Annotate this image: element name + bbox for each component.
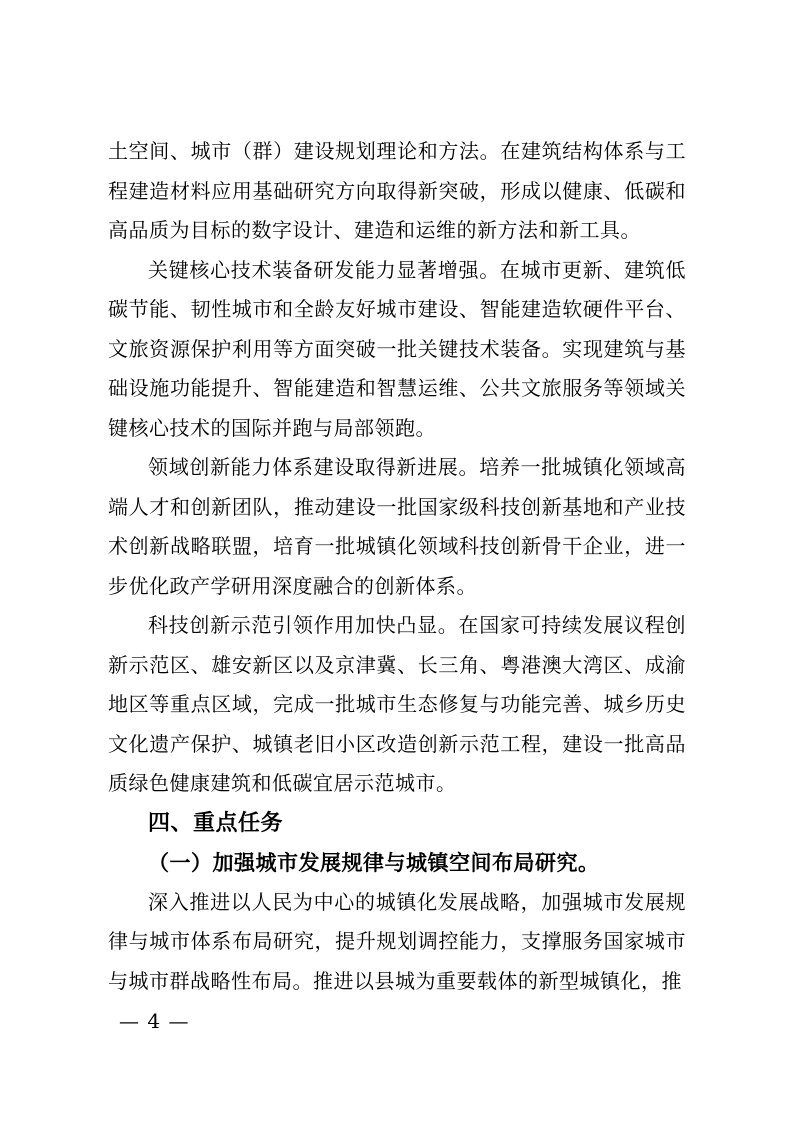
paragraph-3-line-2: 端人才和创新团队，推动建设一批国家级科技创新基地和产业技 (108, 494, 686, 519)
paragraph-2-line-3: 文旅资源保护利用等方面突破一批关键技术装备。实现建筑与基 (108, 336, 686, 361)
paragraph-1-line-3: 高品质为目标的数字设计、建造和运维的新方法和新工具。 (108, 218, 641, 242)
page-number: — 4 — (119, 1009, 190, 1033)
paragraph-4-line-4: 文化遗产保护、城镇老旧小区改造创新示范工程，建设一批高品 (108, 731, 686, 756)
paragraph-4-line-1: 科技创新示范引领作用加快凸显。在国家可持续发展议程创 (148, 613, 686, 637)
paragraph-5-line-3: 与城市群战略性布局。推进以县城为重要载体的新型城镇化，推 (108, 968, 682, 993)
paragraph-1-line-2: 程建造材料应用基础研究方向取得新突破，形成以健康、低碳和 (108, 178, 686, 203)
paragraph-4-line-2: 新示范区、雄安新区以及京津冀、长三角、粤港澳大湾区、成渝 (108, 652, 686, 677)
paragraph-2-line-1: 关键核心技术装备研发能力显著增强。在城市更新、建筑低 (148, 257, 686, 282)
paragraph-2-line-2: 碳节能、韧性城市和全龄友好城市建设、智能建造软硬件平台、 (108, 297, 686, 321)
paragraph-5-line-1: 深入推进以人民为中心的城镇化发展战略，加强城市发展规 (148, 889, 686, 914)
paragraph-4-line-3: 地区等重点区域，完成一批城市生态修复与功能完善、城乡历史 (108, 692, 686, 716)
subsection-heading-line-1: （一）加强城市发展规律与城镇空间布局研究。 (148, 850, 600, 875)
paragraph-1-line-1: 土空间、城市（群）建设规划理论和方法。在建筑结构体系与工 (108, 139, 686, 163)
section-heading-line-1: 四、重点任务 (148, 810, 284, 836)
paragraph-4-line-5: 质绿色健康建筑和低碳宜居示范城市。 (108, 771, 457, 795)
paragraph-3-line-1: 领域创新能力体系建设取得新进展。培养一批城镇化领域高 (148, 455, 686, 479)
paragraph-2-line-4: 础设施功能提升、智能建造和智慧运维、公共文旅服务等领域关 (108, 376, 686, 400)
paragraph-2-line-5: 键核心技术的国际并跑与局部领跑。 (108, 415, 436, 440)
paragraph-5-line-2: 律与城市体系布局研究，提升规划调控能力，支撑服务国家城市 (108, 929, 686, 953)
document-body (108, 132, 686, 1001)
paragraph-3-line-4: 步优化政产学研用深度融合的创新体系。 (108, 573, 477, 598)
paragraph-3-line-3: 术创新战略联盟，培育一批城镇化领域科技创新骨干企业，进一 (108, 534, 686, 558)
